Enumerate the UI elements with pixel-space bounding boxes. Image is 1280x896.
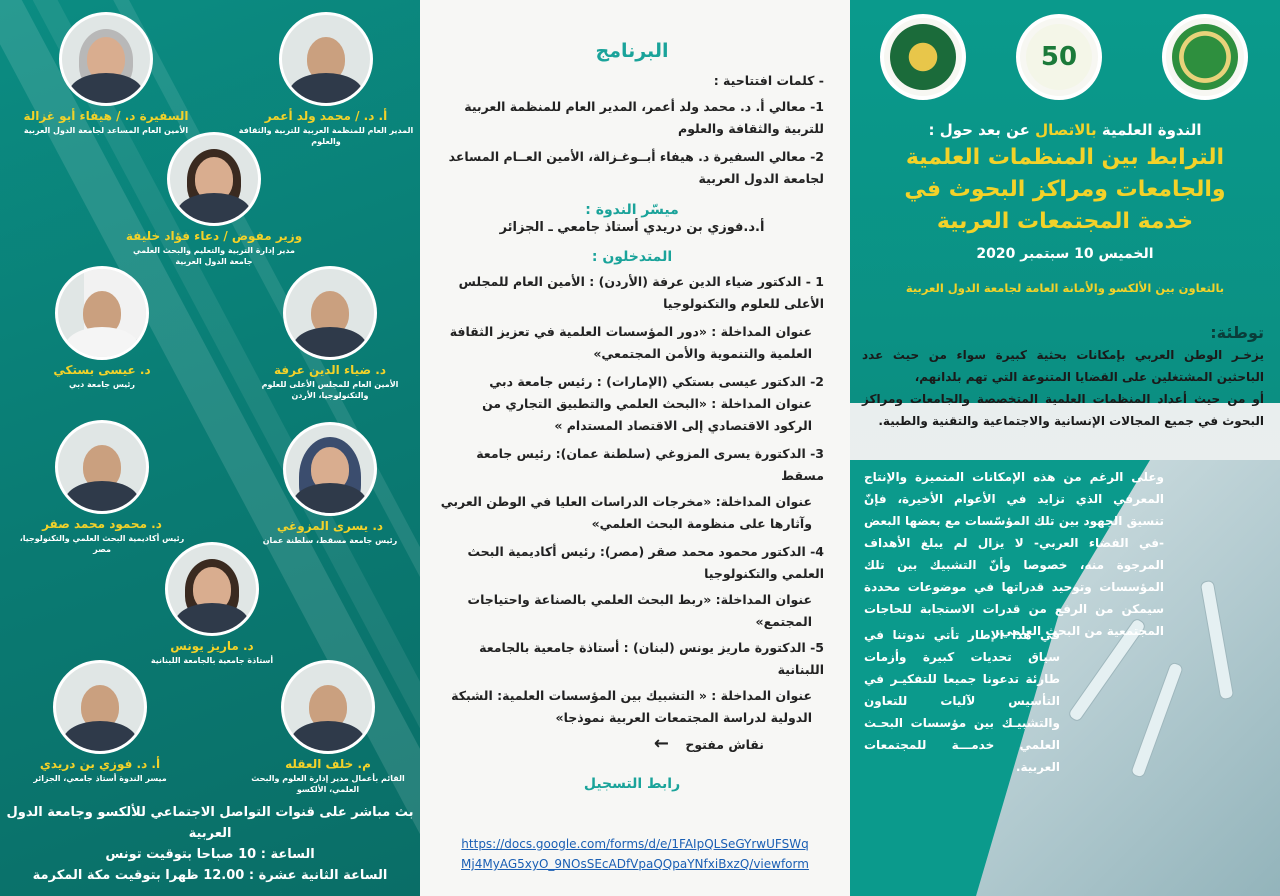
speakers-title: المتدخلون : <box>591 249 673 265</box>
speaker-role: الأمين العام للمجلس الأعلى للعلوم والتكنولوجيا، الأردن <box>261 380 399 400</box>
open-discussion <box>440 733 824 756</box>
intro-title: توطئة: <box>1210 323 1264 342</box>
headline <box>870 118 1260 298</box>
speaker-role: القائم بأعمال مدير إدارة العلوم والبحث العلمي، الألكسو <box>251 774 405 794</box>
intro-paragraph: أو من حيث أعداد المنظمات العلمية المتخصصة والجامعات ومراكز البحوث في جميع المجالات الإنسانية والاجتماعية والتقنية والطبية. <box>862 392 1264 428</box>
event-date: الخميس 10 سبتمبر 2020 <box>976 246 1154 262</box>
speaker-card <box>240 266 420 401</box>
headline-intro <box>870 118 1260 142</box>
arrow-left-icon: ← <box>653 733 669 754</box>
speaker-card <box>12 420 192 555</box>
programme-title: البرنامج <box>595 40 669 62</box>
speaker-name: وزير مفوض / دعاء فؤاد خليفة <box>125 229 303 243</box>
moderator-name: أ.د.فوزي بن دريدي أستاذ جامعي ـ الجزائر <box>499 220 765 235</box>
speaker-name: م. خلف العقله <box>285 757 371 771</box>
speaker-card <box>124 132 304 267</box>
speaker-photo <box>53 660 147 754</box>
talk-topic: عنوان المداخلة: «مخرجات الدراسات العليا في الوطن العربي وآثارها على منظومة البحث العلمي» <box>440 494 812 531</box>
speaker-name: د. ماريز يونس <box>170 639 254 653</box>
intro-text <box>862 322 1264 432</box>
headline-accent: بالاتصال <box>1035 121 1097 139</box>
speakers-panel <box>0 0 420 896</box>
speaker-card <box>12 266 192 390</box>
speaker-name: د. عيسى بستكي <box>53 363 151 377</box>
headline-title: والجامعات ومراكز البحوث في <box>904 177 1226 202</box>
speaker-photo <box>165 542 259 636</box>
speaker-role: مدير إدارة التربية والتعليم والبحث العلمي جامعة الدول العربية <box>132 246 295 266</box>
speaker-role: أستاذة جامعية بالجامعة اللبنانية <box>150 656 274 665</box>
speaker-photo <box>283 422 377 516</box>
speaker-role: رئيس جامعة مسقط، سلطنة عمان <box>262 536 398 545</box>
speaker-photo <box>281 660 375 754</box>
intro-paragraph: يزخـر الوطن العربي بإمكانات بحثية كبيرة سواء من حيث عدد الباحثين المشتغلين على القضايا المتنوعة التي تهم بلدانهم، <box>862 348 1264 384</box>
speaker-name: أ. د. / محمد ولد أعمر <box>264 109 388 123</box>
speaker-role: رئيس جامعة دبي <box>68 380 136 389</box>
intro-paragraph: وعلى الرغم من هذه الإمكانات المتميزة والإنتاج المعرفي الذي تزايد في الأعوام الأخيرة، فإنّ تنسيق الجهود بين تلك المؤسّسات مع بعضها البعض -في الفضاء العربي- لا يزال لم يبلغ الأهداف المرجوة منه، خصوصا وأنّ التشبيك بين تلك المؤسسات وتوحيد قدراتها في موضوعات محددة سيمكن من الرفع من قدرات الاستجابة للحاجات المجتمعية من البحث العلمي. <box>864 470 1164 638</box>
speaker-role: المدير العام للمنظمة العربية للتربية والثقافة والعلوم <box>238 126 414 146</box>
headline-intro-part: الندوة العلمية <box>1101 121 1202 139</box>
talk-speaker: 2- الدكتور عيسى بستكي (الإمارات) : رئيس جامعة دبي <box>489 374 824 389</box>
speaker-role: ميسر الندوة أستاذ جامعي، الجزائر <box>33 774 167 783</box>
broadcast-time-tunis: الساعة : 10 صباحا بتوقيت تونس <box>105 847 315 862</box>
speaker-name: السفيرة د. / هيفاء أبو غزالة <box>23 109 189 123</box>
broadcast-line: بث مباشر على قنوات التواصل الاجتماعي للألكسو وجامعة الدول العربية <box>6 805 414 841</box>
talk-speaker: 1 - الدكتور ضياء الدين عرفة (الأردن) : الأمين العام للمجلس الأعلى للعلوم والتكنولوجيا <box>458 274 824 311</box>
speaker-photo <box>279 12 373 106</box>
intro-panel <box>850 0 1280 896</box>
speaker-card <box>16 12 196 136</box>
intro-paragraph-box <box>864 466 1164 642</box>
registration-link-line[interactable]: https://docs.google.com/forms/d/e/1FAIpQLSeGYrwUFSWq <box>461 837 809 851</box>
test-tube-icon <box>1130 661 1184 779</box>
speaker-card <box>238 660 418 795</box>
headline-intro-part: عن بعد حول : <box>928 121 1030 139</box>
speaker-photo <box>59 12 153 106</box>
speaker-photo <box>167 132 261 226</box>
speaker-name: د. ضياء الدين عرفة <box>273 363 387 377</box>
talk-topic: عنوان المداخلة : «البحث العلمي والتطبيق التجاري من الركود الاقتصادي إلى الاقتصاد المستدام » <box>482 396 812 433</box>
arab-league-seal-logo <box>1162 14 1248 100</box>
talk-speaker: 4- الدكتور محمود محمد صقر (مصر): رئيس أكاديمية البحث العلمي والتكنولوجيا <box>467 544 824 581</box>
intro-paragraph: في هذا الإطار تأتي ندوتنا في سياق تحديات كبيرة وأزمات طارئة تدعونا جميعا للتفكيـر في التأسيس لآليات للتعاون والتشبيـك بين مؤسسات البحـث العلمي خدمـــة للمجتمعات العربية. <box>864 628 1060 774</box>
registration-link-line[interactable]: Mj4MyAG5xyO_9NOsSEcADfVpaQQpaYNfxiBxzQ/viewform <box>461 857 809 871</box>
test-tube-icon <box>1200 580 1235 701</box>
talk-speaker: 3- الدكتورة يسرى المزوغي (سلطنة عمان): رئيس جامعة مسقط <box>476 446 824 483</box>
opening-label: - كلمات افتتاحية : <box>713 73 824 88</box>
talk-topic: عنوان المداخلة: «ربط البحث العلمي بالصناعة واحتياجات المجتمع» <box>467 592 812 629</box>
speaker-role: رئيس أكاديمية البحث العلمي والتكنولوجيا، مصر <box>19 534 185 554</box>
talk-topic: عنوان المداخلة : «دور المؤسسات العلمية في تعزيز الثقافة العلمية والتنموية والأمن المجتمعي» <box>449 324 812 361</box>
broadcast-info <box>0 802 420 886</box>
speaker-photo <box>283 266 377 360</box>
cooperation-line: بالتعاون بين الألكسو والأمانة العامة لجامعة الدول العربية <box>905 281 1225 295</box>
headline-title: خدمة المجتمعات العربية <box>936 209 1194 234</box>
speaker-name: د. محمود محمد صقر <box>42 517 162 531</box>
opening-speech: 1- معالي أ. د. محمد ولد أعمر، المدير العام للمنظمة العربية للتربية والثقافة والعلوم <box>464 99 824 136</box>
speaker-role: الأمين العام المساعد لجامعة الدول العربية <box>23 126 189 135</box>
arab-league-logo <box>880 14 966 100</box>
speaker-card <box>122 542 302 666</box>
moderator-title: ميسّر الندوة : <box>585 202 679 218</box>
opening-speech: 2- معالي السفيرة د. هيفاء أبــوغـزالة، الأمين العــام المساعد لجامعة الدول العربية <box>448 149 824 186</box>
open-discussion-label: نقاش مفتوح <box>685 737 764 752</box>
speaker-card <box>240 422 420 546</box>
headline-title: الترابط بين المنظمات العلمية <box>905 145 1225 170</box>
talk-speaker: 5- الدكتورة ماريز يونس (لبنان) : أستاذة جامعية بالجامعة اللبنانية <box>479 640 824 677</box>
speaker-card <box>236 12 416 147</box>
programme-panel <box>420 0 850 896</box>
speaker-name: أ. د. فوزي بن دريدي <box>39 757 161 771</box>
speaker-photo <box>55 420 149 514</box>
talk-topic: عنوان المداخلة : « التشبيك بين المؤسسات العلمية: الشبكة الدولية لدراسة المجتمعات العربية نموذجا» <box>451 688 812 725</box>
speaker-photo <box>55 266 149 360</box>
broadcast-time-mecca: الساعة الثانية عشرة : 12.00 ظهرا بتوقيت مكة المكرمة <box>32 868 388 883</box>
alecso-50-text: 50 <box>1026 24 1092 90</box>
alecso-50-logo <box>1016 14 1102 100</box>
registration-title: رابط التسجيل <box>583 776 681 792</box>
intro-paragraph-box <box>864 624 1060 778</box>
registration-link[interactable] <box>420 834 850 874</box>
speaker-name: د. يسرى المزوغي <box>276 519 384 533</box>
programme-content <box>440 0 824 792</box>
speaker-card <box>10 660 190 784</box>
